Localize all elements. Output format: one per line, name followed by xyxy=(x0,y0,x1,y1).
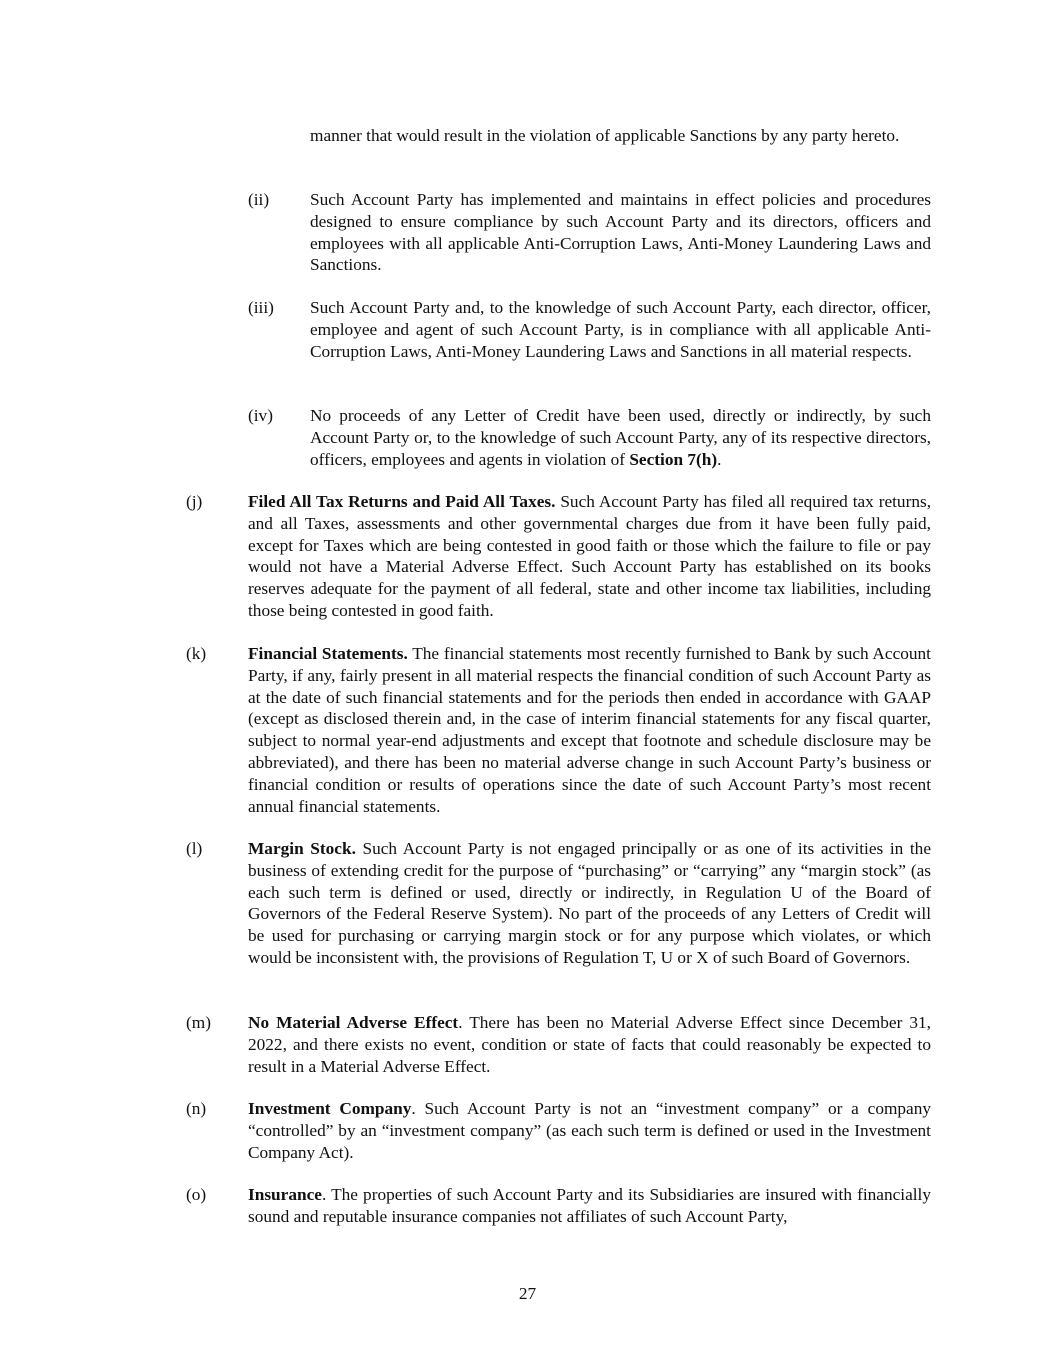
section-label: (o) xyxy=(186,1185,207,1204)
subitem-label: (iii) xyxy=(248,298,274,317)
section-label: (n) xyxy=(186,1099,207,1118)
section-text: Such Account Party has filed all required tax returns, and all Taxes, assessments and other governmental charges due from it have been fully paid, except for Taxes which are being contested in good faith or those which the failure to file or pay would not have a Material Adverse Effect. Such Account Party has established on its books reserves adequate for the payment of all federal, state and other income tax liabilities, including those being contested in good faith. xyxy=(248,492,932,620)
subitem-label: (iv) xyxy=(248,406,273,425)
section-heading: Margin Stock. xyxy=(248,839,356,858)
continuation-text: manner that would result in the violation of applicable Sanctions by any party hereto. xyxy=(310,126,900,145)
section-heading: Financial Statements. xyxy=(248,644,408,663)
section-label: (k) xyxy=(186,644,207,663)
subitem-text: Such Account Party has implemented and maintains in effect policies and procedures designed to ensure compliance by such Account Party and its directors, officers and employees with all applicable Anti-Corruption Laws, Anti-Money Laundering Laws and Sanctions. xyxy=(310,190,931,275)
subitem-text-before: No proceeds of any Letter of Credit have been used, directly or indirectly, by such Account Party or, to the knowledge of such Account Party, any of its respective directors, officers, employees and agents in violation of xyxy=(310,406,931,469)
section-paragraph xyxy=(248,1184,931,1228)
section-text: The financial statements most recently furnished to Bank by such Account Party, if any, fairly present in all material respects the financial condition of such Account Party as at the date of such financial statements and for the periods then ended in accordance with GAAP (except as disclosed therein and, in the case of interim financial statements for any fiscal quarter, subject to normal year-end adjustments and except that footnote and schedule disclosure may be abbreviated), and there has been no material adverse change in such Account Party’s business or financial condition or results of operations since the date of such Account Party’s most recent annual financial statements. xyxy=(248,644,931,816)
subitem-text: Such Account Party and, to the knowledge of such Account Party, each director, officer, employee and agent of such Account Party, is in compliance with all applicable Anti-Corruption Laws, Anti-Money Laundering Laws and Sanctions in all material respects. xyxy=(310,298,931,361)
section-paragraph xyxy=(248,1098,931,1163)
section-paragraph xyxy=(248,491,931,622)
subitem-text-after: . xyxy=(717,449,722,469)
section-paragraph xyxy=(248,838,931,969)
section-heading: Filed All Tax Returns and Paid All Taxes. xyxy=(248,492,556,511)
section-label: (m) xyxy=(186,1013,211,1032)
section-heading: Insurance xyxy=(248,1185,322,1204)
section-reference: Section 7(h) xyxy=(629,449,718,469)
section-label: (j) xyxy=(186,492,203,511)
section-text: . The properties of such Account Party and its Subsidiaries are insured with financially sound and reputable insurance companies not affiliates of such Account Party, xyxy=(248,1185,931,1226)
section-text: . Such Account Party is not an “investment company” or a company “controlled” by an “investment company” (as each such term is defined or used in the Investment Company Act). xyxy=(248,1099,931,1162)
section-text: . There has been no Material Adverse Effect since December 31, 2022, and there exists no event, condition or state of facts that could reasonably be expected to result in a Material Adverse Effect. xyxy=(248,1013,931,1076)
section-text: Such Account Party is not engaged principally or as one of its activities in the business of extending credit for the purpose of “purchasing” or “carrying” any “margin stock” (as each such term is defined or used, directly or indirectly, in Regulation U of the Board of Governors of the Federal Reserve System). No part of the proceeds of any Letters of Credit will be used for purchasing or carrying margin stock or for any purpose which violates, or which would be inconsistent with, the provisions of Regulation T, U or X of such Board of Governors. xyxy=(248,839,931,967)
section-label: (l) xyxy=(186,839,203,858)
section-paragraph xyxy=(248,643,931,817)
page-number: 27 xyxy=(518,1284,537,1303)
subitem-text xyxy=(310,405,931,470)
section-heading: No Material Adverse Effect xyxy=(248,1013,459,1032)
section-heading: Investment Company xyxy=(248,1099,412,1118)
section-paragraph xyxy=(248,1012,931,1077)
subitem-label: (ii) xyxy=(248,190,270,209)
